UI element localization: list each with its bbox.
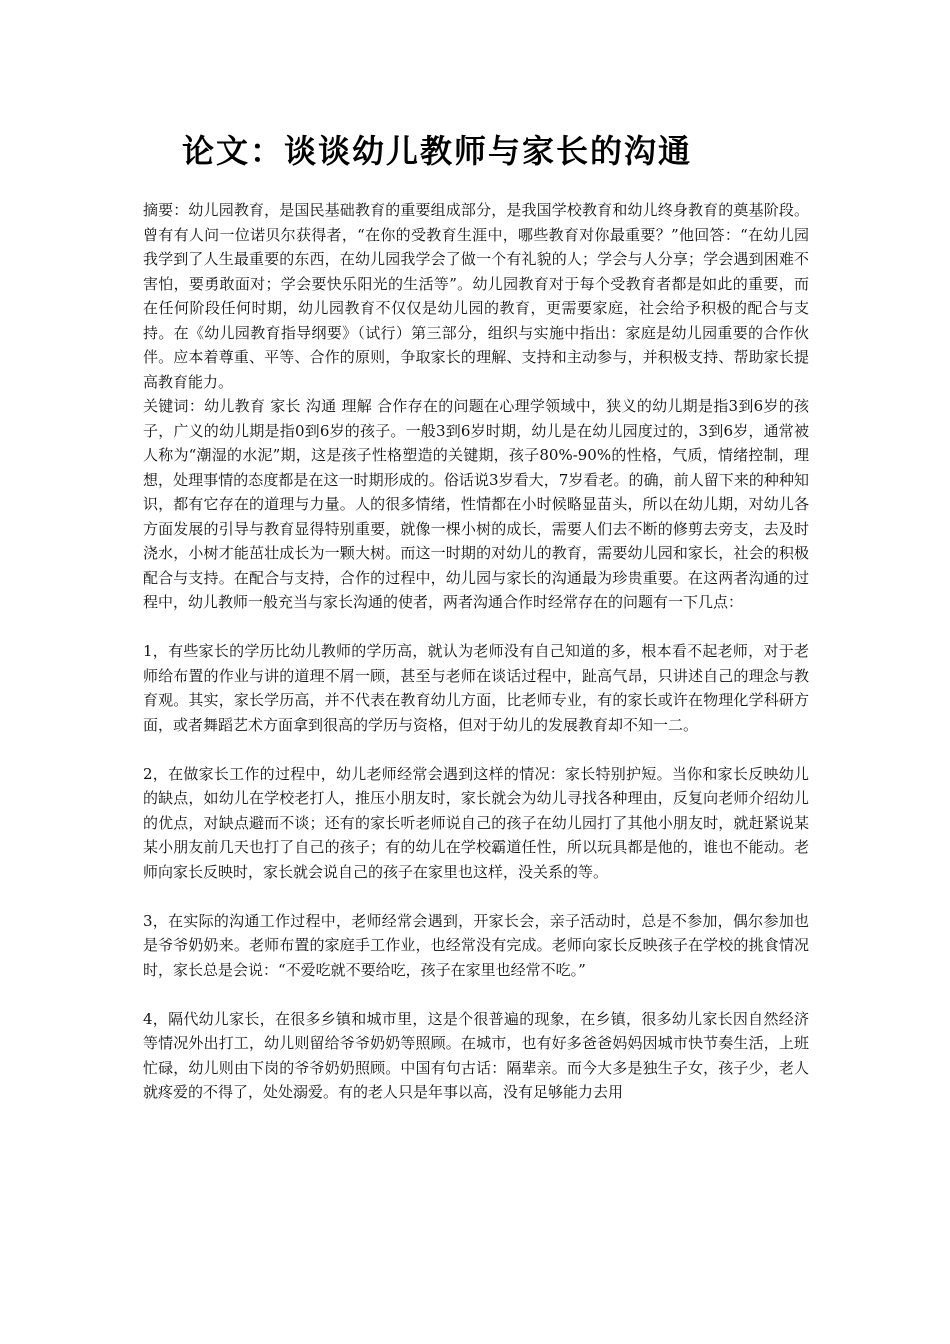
problem-paragraph-1: 1，有些家长的学历比幼儿教师的学历高，就认为老师没有自己知道的多，根本看不起老师，对于老师给布置的作业与讲的道理不屑一顾，甚至与老师在谈话过程中，趾高气昂，只讲述自己的理念与教育观。其实，家长学历高，并不代表在教育幼儿方面，比老师专业，有的家长或许在物理化学科研方面，或者舞蹈艺术方面拿到很高的学历与资格，但对于幼儿的发展教育却不知一二。 xyxy=(143,642,809,734)
problem-paragraph-2: 2，在做家长工作的过程中，幼儿老师经常会遇到这样的情况：家长特别护短。当你和家长反映幼儿的缺点，如幼儿在学校老打人，推压小朋友时，家长就会为幼儿寻找各种理由，反复向老师介绍幼儿的优点，对缺点避而不谈；还有的家长听老师说自己的孩子在幼儿园打了其他小朋友时，就赶紧说某某小朋友前几天也打了自己的孩子；有的幼儿在学校霸道任性，所以玩具都是他的，谁也不能动。老师向家长反映时，家长就会说自己的孩子在家里也这样，没关系的等。 xyxy=(143,764,809,881)
document-body xyxy=(143,198,809,1105)
keywords-paragraph: 关键词：幼儿教育 家长 沟通 理解 合作存在的问题在心理学领域中，狭义的幼儿期是指3到6岁的孩子，广义的幼儿期是指0到6岁的孩子。一般3到6岁时期，幼儿是在幼儿园度过的，3到6岁，通常被人称为“潮湿的水泥”期，这是孩子性格塑造的关键期，孩子80%-90%的性格，气质，情绪控制，理想，处理事情的态度都是在这一时期形成的。俗话说3岁看大，7岁看老。的确，前人留下来的种种知识，都有它存在的道理与力量。人的很多情绪，性情都在小时候略显苗头，所以在幼儿期，对幼儿各方面发展的引导与教育显得特别重要，就像一棵小树的成长，需要人们去不断的修剪去旁支，去及时浇水，小树才能茁壮成长为一颗大树。而这一时期的对幼儿的教育，需要幼儿园和家长，社会的积极配合与支持。在配合与支持，合作的过程中，幼儿园与家长的沟通最为珍贵重要。在这两者沟通的过程中，幼儿教师一般充当与家长沟通的使者，两者沟通合作时经常存在的问题有一下几点： xyxy=(143,397,809,611)
document-title: 论文：谈谈幼儿教师与家长的沟通 xyxy=(182,132,693,170)
abstract-paragraph: 摘要：幼儿园教育，是国民基础教育的重要组成部分，是我国学校教育和幼儿终身教育的奠基阶段。曾有有人问一位诺贝尔获得者，“在你的受教育生涯中，哪些教育对你最重要？”他回答：“在幼儿园我学到了人生最重要的东西，在幼儿园我学会了做一个有礼貌的人；学会与人分享；学会遇到困难不害怕，要勇敢面对；学会要快乐阳光的生活等”。幼儿园教育对于每个受教育者都是如此的重要，而在任何阶段任何时期，幼儿园教育不仅仅是幼儿园的教育，更需要家庭，社会给予积极的配合与支持。在《幼儿园教育指导纲要》（试行）第三部分，组织与实施中指出：家庭是幼儿园重要的合作伙伴。应本着尊重、平等、合作的原则，争取家长的理解、支持和主动参与，并积极支持、帮助家长提高教育能力。 xyxy=(143,201,809,391)
problem-paragraph-3: 3，在实际的沟通工作过程中，老师经常会遇到，开家长会，亲子活动时，总是不参加，偶尔参加也是爷爷奶奶来。老师布置的家庭手工作业，也经常没有完成。老师向家长反映孩子在学校的挑食情况时，家长总是会说：“不爱吃就不要给吃，孩子在家里也经常不吃。” xyxy=(143,911,809,979)
problem-paragraph-4: 4，隔代幼儿家长，在很多乡镇和城市里，这是个很普遍的现象，在乡镇，很多幼儿家长因自然经济等情况外出打工，幼儿则留给爷爷奶奶等照顾。在城市，也有好多爸爸妈妈因城市快节奏生活，上班忙碌，幼儿则由下岗的爷爷奶奶照顾。中国有句古话：隔辈亲。而今大多是独生子女，孩子少，老人就疼爱的不得了，处处溺爱。有的老人只是年事以高，没有足够能力去用 xyxy=(143,1009,809,1101)
